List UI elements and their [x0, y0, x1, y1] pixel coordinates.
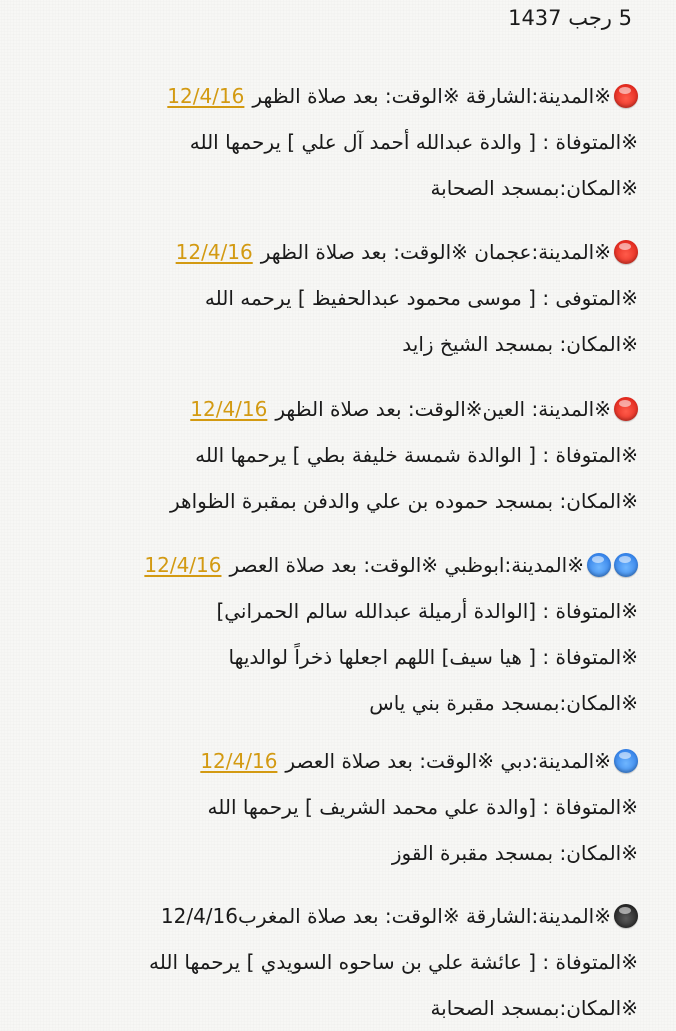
red-circle-icon: [614, 84, 638, 108]
entry-header-text: ※المدينة:ابوظبي ※الوقت: بعد صلاة العصر: [229, 553, 584, 577]
black-circle-icon: [614, 904, 638, 928]
note-date: 5 رجب 1437: [508, 6, 632, 30]
entry-header-text: ※المدينة:دبي ※الوقت: بعد صلاة العصر: [285, 749, 611, 773]
blue-circle-icon: [614, 749, 638, 773]
entry-header: [20, 229, 638, 275]
location-line: ※المكان:بمسجد الصحابة: [430, 176, 638, 200]
funeral-entry: [20, 229, 638, 367]
deceased-line: ※المتوفاة : [ عائشة علي بن ساحوه السويدي ] يرحمها الله: [149, 950, 638, 974]
date-link[interactable]: 12/4/16: [175, 240, 253, 264]
location-line: ※المكان:بمسجد الصحابة: [430, 996, 638, 1020]
deceased-line: ※المتوفاة : [والدة علي محمد الشريف ] يرحمها الله: [207, 795, 638, 819]
entry-header: [20, 893, 638, 939]
entry-date: 12/4/16: [160, 904, 238, 928]
blue-circle-icon: [614, 553, 638, 577]
location-line: ※المكان: بمسجد الشيخ زايد: [402, 332, 638, 356]
location-line: ※المكان:بمسجد مقبرة بني ياس: [369, 691, 638, 715]
entry-header: [20, 542, 638, 588]
date-link[interactable]: 12/4/16: [144, 553, 222, 577]
funeral-entry: [20, 542, 638, 726]
funeral-entry: [20, 738, 638, 876]
entry-header-text: ※المدينة:الشارقة ※الوقت: بعد صلاة الظهر: [252, 84, 611, 108]
entry-header: [20, 386, 638, 432]
red-circle-icon: [614, 397, 638, 421]
red-circle-icon: [614, 240, 638, 264]
entry-header-text: ※المدينة: العين※الوقت: بعد صلاة الظهر: [275, 397, 611, 421]
entry-header-text: ※المدينة:الشارقة ※الوقت: بعد صلاة المغرب: [238, 904, 611, 928]
date-link[interactable]: 12/4/16: [190, 397, 268, 421]
funeral-entry: [20, 73, 638, 211]
entry-header-text: ※المدينة:عجمان ※الوقت: بعد صلاة الظهر: [260, 240, 611, 264]
deceased-line: ※المتوفاة : [ الوالدة شمسة خليفة بطي ] يرحمها الله: [195, 443, 638, 467]
date-link[interactable]: 12/4/16: [167, 84, 245, 108]
deceased-line: ※المتوفى : [ موسى محمود عبدالحفيظ ] يرحمه الله: [204, 286, 638, 310]
funeral-entry: [20, 893, 638, 1031]
deceased-line: ※المتوفاة : [الوالدة أرميلة عبدالله سالم الحمراني]: [216, 599, 638, 623]
blue-circle-icon: [587, 553, 611, 577]
funeral-entry: [20, 386, 638, 524]
date-link[interactable]: 12/4/16: [200, 749, 278, 773]
deceased-line: ※المتوفاة : [ والدة عبدالله أحمد آل علي ] يرحمها الله: [189, 130, 638, 154]
deceased-line: ※المتوفاة : [ هيا سيف] اللهم اجعلها ذخراً لوالديها: [228, 645, 638, 669]
entry-header: [20, 738, 638, 784]
location-line: ※المكان: بمسجد مقبرة القوز: [391, 841, 638, 865]
entry-header: [20, 73, 638, 119]
location-line: ※المكان: بمسجد حموده بن علي والدفن بمقبرة الظواهر: [170, 489, 638, 513]
